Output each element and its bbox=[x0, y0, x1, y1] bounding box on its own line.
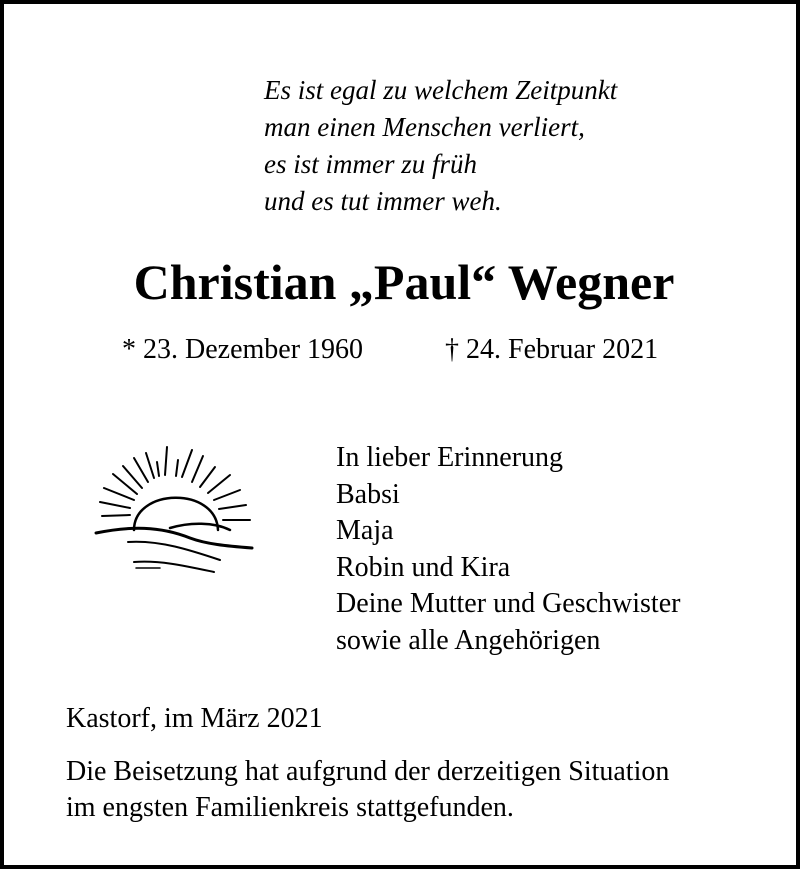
mourner-line: Deine Mutter und Geschwister bbox=[336, 588, 681, 620]
poem-line: Es ist egal zu welchem Zeitpunkt bbox=[264, 75, 618, 105]
mourner-line: sowie alle Angehörigen bbox=[336, 624, 601, 656]
deceased-name: Christian „Paul“ Wegner bbox=[133, 254, 675, 310]
sunset-over-hills-icon bbox=[90, 442, 260, 578]
death-date: † 24. Februar 2021 bbox=[445, 334, 659, 365]
mourner-line: Babsi bbox=[336, 478, 400, 510]
poem-line: es ist immer zu früh bbox=[264, 149, 478, 179]
memorial-poem bbox=[264, 72, 617, 220]
place-and-date: Kastorf, im März 2021 bbox=[66, 703, 323, 734]
mourner-line: In lieber Erinnerung bbox=[336, 442, 564, 473]
birth-date: * 23. Dezember 1960 bbox=[122, 334, 364, 365]
mourners-list bbox=[336, 440, 680, 660]
mourner-line: Robin und Kira bbox=[336, 551, 511, 583]
notice-line: im engsten Familienkreis stattgefunden. bbox=[66, 792, 514, 823]
poem-line: und es tut immer weh. bbox=[264, 186, 502, 216]
poem-line: man einen Menschen verliert, bbox=[264, 112, 585, 142]
notice-line: Die Beisetzung hat aufgrund der derzeitigen Situation bbox=[66, 756, 670, 787]
burial-notice bbox=[66, 754, 669, 826]
mourner-line: Maja bbox=[336, 515, 394, 547]
